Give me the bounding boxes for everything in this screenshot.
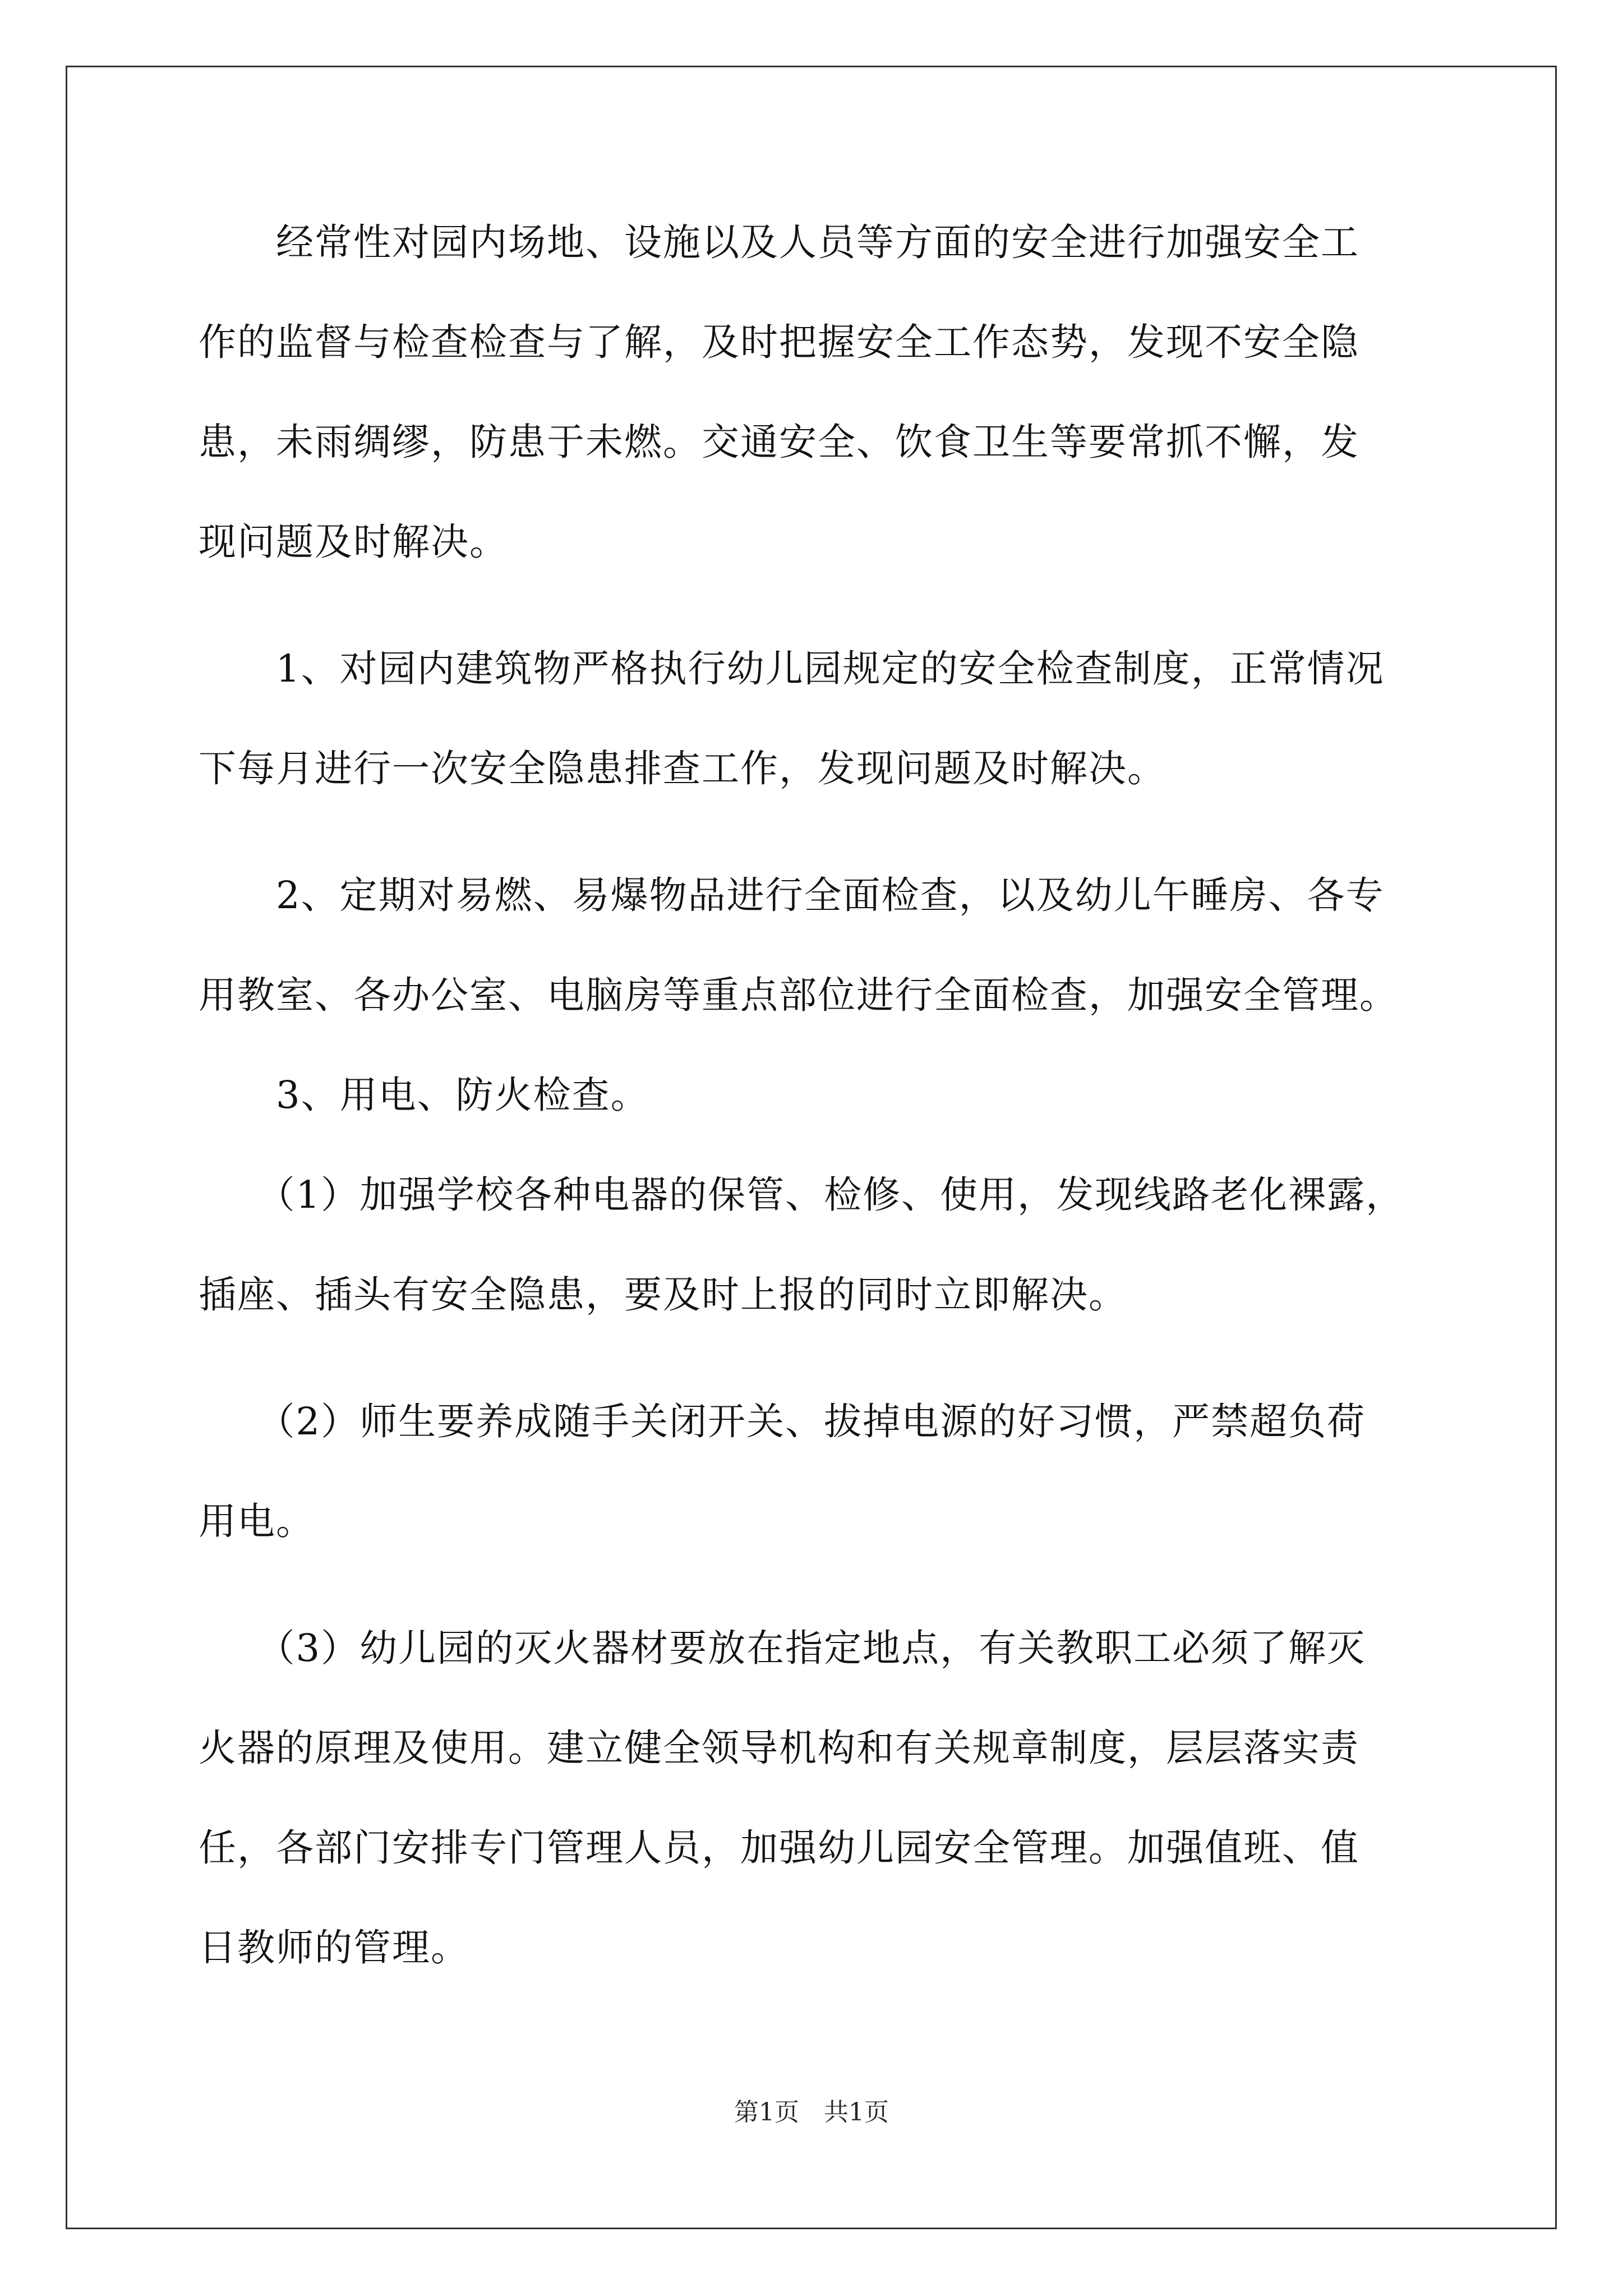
text-line: 经常性对园内场地、设施以及人员等方面的安全进行加强安全工 <box>199 220 1359 264</box>
text-line: 作的监督与检查检查与了解，及时把握安全工作态势，发现不安全隐 <box>199 320 1359 364</box>
text-line: 3、用电、防火检查。 <box>199 1073 649 1117</box>
text-line: 下每月进行一次安全隐患排查工作，发现问题及时解决。 <box>199 747 1166 790</box>
text-line: 1、对园内建筑物严格执行幼儿园规定的安全检查制度，正常情况 <box>199 647 1385 691</box>
page-number: 第1页 共1页 <box>734 2098 889 2127</box>
text-line: 患，未雨绸缪，防患于未燃。交通安全、饮食卫生等要常抓不懈，发 <box>199 420 1359 464</box>
text-line: （3）幼儿园的灭火器材要放在指定地点，有关教职工必须了解灭 <box>199 1626 1366 1670</box>
text-line: 2、定期对易燃、易爆物品进行全面检查，以及幼儿午睡房、各专 <box>199 873 1385 917</box>
page-border <box>66 66 1557 2229</box>
text-line: 用教室、各办公室、电脑房等重点部位进行全面检查，加强安全管理。 <box>199 973 1398 1017</box>
text-line: 任，各部门安排专门管理人员，加强幼儿园安全管理。加强值班、值 <box>199 1826 1359 1870</box>
text-line: 现问题及时解决。 <box>199 520 508 564</box>
text-line: 火器的原理及使用。建立健全领导机构和有关规章制度，层层落实责 <box>199 1726 1359 1770</box>
text-line: 用电。 <box>199 1499 315 1543</box>
text-line: 日教师的管理。 <box>199 1926 469 1970</box>
text-line: （2）师生要养成随手关闭开关、拔掉电源的好习惯，严禁超负荷 <box>199 1400 1366 1443</box>
text-line: （1）加强学校各种电器的保管、检修、使用，发现线路老化裸露， <box>199 1173 1405 1217</box>
text-line: 插座、插头有安全隐患，要及时上报的同时立即解决。 <box>199 1273 1127 1317</box>
